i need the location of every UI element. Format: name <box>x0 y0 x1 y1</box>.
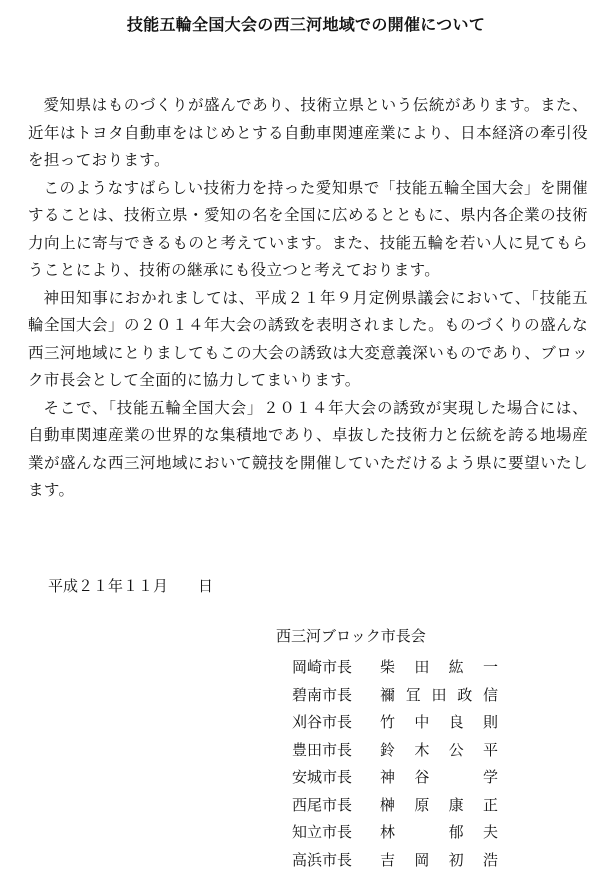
signer-row <box>292 847 522 875</box>
signer-name <box>380 819 500 847</box>
signer-name-chars: 柴 田 紘 一 <box>380 658 498 676</box>
signer-role: 刈谷市長 <box>292 713 353 731</box>
paragraph-4: そこで、「技能五輪全国大会」２０１４年大会の誘致が実現した場合には、自動車関連産業の世界的な集積地であり、卓抜した技術力と伝統を誇る地場産業が盛んな西三河地域において競技を開催していただけるよう県に要望いたします。 <box>28 398 588 499</box>
signer-row <box>292 682 522 710</box>
signer-role: 岡崎市長 <box>292 658 353 676</box>
signer-role: 安城市長 <box>292 768 353 786</box>
paragraph-3: 神田知事におかれましては、平成２１年９月定例県議会において、「技能五輪全国大会」の２０１４年大会の誘致を表明されました。ものづくりの盛んな西三河地域にとりましてもこの大会の誘致は大変意義深いものであり、ブロック市長会として全面的に協力してまいります。 <box>28 288 588 389</box>
signer-name-chars: 禰 冝 田 政 信 <box>380 685 498 704</box>
signer-name-chars: 吉 岡 初 浩 <box>380 850 498 869</box>
signer-name-chars: 神 谷 学 <box>380 768 498 786</box>
signer-row <box>292 654 522 682</box>
signer-name <box>380 682 500 710</box>
signer-name <box>380 654 500 682</box>
paragraph-2: このようなすばらしい技術力を持った愛知県で「技能五輪全国大会」を開催することは、技術立県・愛知の名を全国に広めるとともに、県内各企業の技術力向上に寄与できるものと考えています。また、技能五輪を若い人に見てもらうことにより、技術の継承にも役立つと考えております。 <box>28 178 588 279</box>
document-title: 技能五輪全国大会の西三河地域での開催について <box>126 15 486 34</box>
signer-name-chars: 竹 中 良 則 <box>380 713 498 731</box>
signer-name-chars: 鈴 木 公 平 <box>380 740 498 759</box>
signer-name <box>380 737 500 765</box>
signer-list <box>292 654 522 874</box>
signer-row <box>292 792 522 820</box>
signer-role: 碧南市長 <box>292 685 353 704</box>
signer-role: 西尾市長 <box>292 795 353 814</box>
signer-row <box>292 764 522 792</box>
signer-row <box>292 819 522 847</box>
paragraph-1: 愛知県はものづくりが盛んであり、技術立県という伝統があります。また、近年はトヨタ自動車をはじめとする自動車関連産業により、日本経済の牽引役を担っております。 <box>28 96 588 169</box>
body-text <box>28 92 588 505</box>
document-date: 平成２１年１１月 日 <box>48 577 214 595</box>
signer-role: 知立市長 <box>292 823 353 841</box>
signer-name-chars: 榊 原 康 正 <box>380 795 498 814</box>
signer-name <box>380 764 500 792</box>
signer-name <box>380 709 500 737</box>
organization-name: 西三河ブロック市長会 <box>276 627 426 645</box>
signer-row <box>292 709 522 737</box>
signer-role: 豊田市長 <box>292 740 353 759</box>
signer-row <box>292 737 522 765</box>
signer-name <box>380 792 500 820</box>
signer-name-chars: 林 郁 夫 <box>380 823 498 841</box>
signer-role: 高浜市長 <box>292 850 353 869</box>
signer-name <box>380 847 500 875</box>
